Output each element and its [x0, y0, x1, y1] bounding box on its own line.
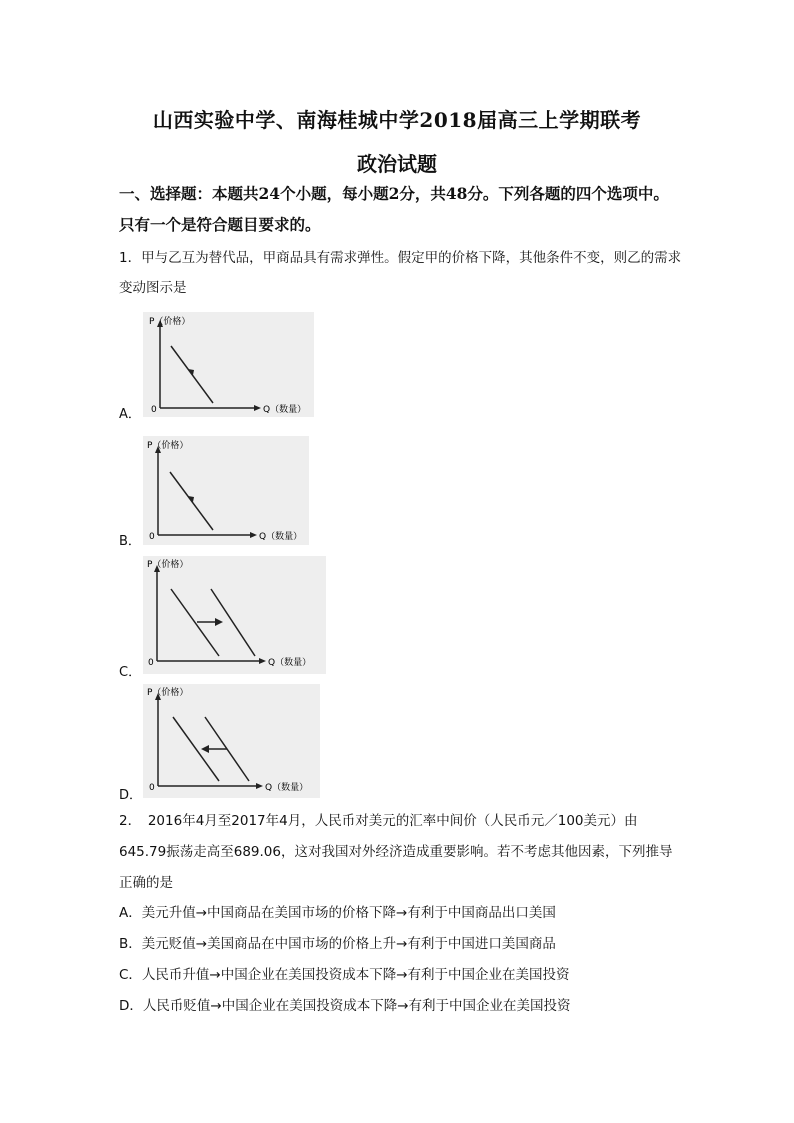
option-label: D． — [119, 998, 143, 1014]
option-label: C． — [119, 967, 142, 983]
x-axis-label: Q（数量） — [265, 783, 309, 793]
question-2-option-d[interactable] — [119, 996, 684, 1016]
option-a-chart[interactable] — [143, 312, 314, 417]
question-2-stem: 2． 2016年4月至2017年4月，人民币对美元的汇率中间价（人民币元／100美元）由645.79振荡走高至689.06，这对我国对外经济造成重要影响。若不考虑其他因素，下列推导正确的是 — [119, 813, 673, 891]
option-b-chart[interactable] — [143, 436, 309, 545]
option-label: A． — [119, 905, 142, 921]
x-axis-label: Q（数量） — [263, 405, 307, 415]
origin-label: 0 — [148, 658, 154, 668]
demand-curve — [170, 472, 213, 530]
shift-left-arrow-icon — [201, 745, 209, 753]
option-text: 人民币升值→中国企业在美国投资成本下降→有利于中国企业在美国投资 — [141, 967, 570, 983]
origin-label: 0 — [151, 405, 157, 415]
option-text: 人民币贬值→中国企业在美国投资成本下降→有利于中国企业在美国投资 — [142, 998, 571, 1014]
option-text: 美元升值→中国商品在美国市场的价格下降→有利于中国商品出口美国 — [141, 905, 556, 921]
document-title: 山西实验中学、南海桂城中学2018届高三上学期联考 — [152, 108, 642, 132]
option-c-label: C． — [119, 665, 142, 680]
x-axis-label: Q（数量） — [268, 658, 312, 668]
y-axis-label: P（价格） — [147, 688, 189, 698]
x-axis-arrow-icon — [254, 405, 261, 411]
x-axis-label: Q（数量） — [259, 532, 303, 542]
question-2-option-b[interactable] — [119, 934, 684, 954]
option-label: B． — [119, 936, 142, 952]
y-axis-label: P（价格） — [147, 560, 189, 570]
origin-label: 0 — [149, 532, 155, 542]
option-b-label: B． — [119, 534, 141, 549]
option-d-chart[interactable] — [143, 684, 320, 798]
option-text: 美元贬值→美国商品在中国市场的价格上升→有利于中国进口美国商品 — [141, 936, 556, 952]
y-axis-label: P（价格） — [147, 441, 189, 451]
shift-right-arrow-icon — [215, 618, 223, 626]
x-axis-arrow-icon — [250, 532, 257, 538]
section-heading: 一、选择题：本题共24个小题，每小题2分，共48分。下列各题的四个选项中。只有一个是符合题目要求的。 — [119, 184, 669, 234]
option-d-label: D． — [119, 788, 143, 803]
question-2-option-a[interactable] — [119, 903, 684, 923]
x-axis-arrow-icon — [259, 658, 266, 664]
question-2-option-c[interactable] — [119, 965, 684, 985]
demand-curve — [171, 346, 213, 403]
y-axis-label: P（价格） — [149, 317, 191, 327]
option-c-chart[interactable] — [143, 556, 326, 674]
document-subtitle: 政治试题 — [357, 152, 437, 176]
option-a-label: A． — [119, 407, 141, 422]
x-axis-arrow-icon — [256, 783, 263, 789]
question-1-stem: 1．甲与乙互为替代品，甲商品具有需求弹性。假定甲的价格下降，其他条件不变，则乙的需求变动图示是 — [119, 250, 682, 296]
origin-label: 0 — [149, 783, 155, 793]
